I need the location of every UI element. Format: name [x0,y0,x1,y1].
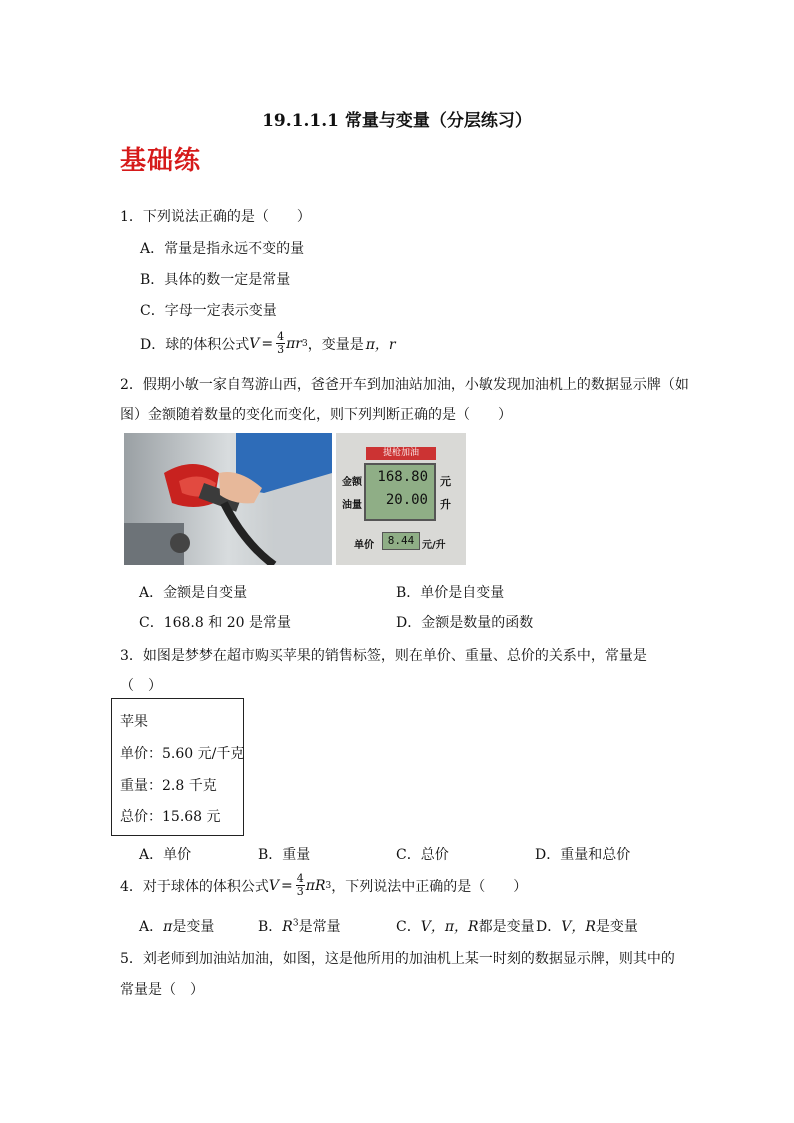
q1-option-a: A．常量是指永远不变的量 [140,241,305,257]
option-text: 是变量 [595,919,638,935]
q1-formula-exponent: 3 [302,338,308,349]
option-text: 都是变量 [478,919,535,935]
amount-label: 金额 [342,477,362,488]
apple-price-label [111,698,244,836]
display-header: 提枪加油 [366,447,436,460]
price-value: 8.44 [382,532,420,550]
q3-stem-line1: 3．如图是梦梦在超市购买苹果的销售标签，则在单价、重量、总价的关系中，常量是 [120,648,647,664]
q1-option-d-suffix: ，变量是 [307,336,364,353]
fuel-display-photo [336,433,466,565]
option-letter: D． [536,919,562,935]
fuel-nozzle-photo [124,433,332,565]
option-variable: V，π，R [420,919,479,935]
q1-option-d-prefix: D．球的体积公式 [140,336,250,353]
q2-stem-line2: 图）金额随着数量的变化而变化，则下列判断正确的是（ ） [120,407,512,423]
q5-stem-line1: 5．刘老师到加油站加油，如图，这是他所用的加油机上某一时刻的数据显示牌，则其中的 [120,951,675,967]
q4-formula-exponent: 3 [325,880,332,891]
price-unit: 元/升 [422,540,446,551]
amount-unit: 元 [440,475,451,488]
fraction-denominator: 3 [296,885,304,898]
q1-option-c: C．字母一定表示变量 [140,303,277,319]
q1-stem: 1．下列说法正确的是（ ） [120,209,311,225]
equals-sign: = [281,877,293,894]
q2-option-c: C．168.8 和 20 是常量 [139,615,291,631]
amount-value: 168.80 [377,469,428,485]
q2-option-d: D．金额是数量的函数 [396,615,534,631]
option-variable: R [282,919,293,935]
option-exponent: 3 [292,918,299,929]
fraction-numerator: 4 [296,872,304,885]
fraction-denominator: 3 [277,343,285,356]
q4-stem [120,873,527,898]
q4-formula-lhs: V [268,877,280,894]
q1-formula-fraction [276,331,285,356]
q3-option-a: A．单价 [139,847,192,863]
q1-option-b: B．具体的数一定是常量 [140,272,291,288]
option-variable: π [163,919,173,935]
fraction-numerator: 4 [277,330,285,343]
label-unit-price: 单价：5.60 元/千克 [120,746,245,762]
q1-formula-lhs: V [249,335,260,352]
section-level-heading: 基础练 [120,146,202,176]
q4-option-b [258,916,341,936]
q4-option-c [396,916,535,936]
option-variable: V，R [561,919,596,935]
q3-option-b: B．重量 [258,847,311,863]
q1-formula-rest: πr [286,335,302,352]
q4-formula-rest: πR [305,877,326,894]
page-title: 19.1.1.1 常量与变量（分层练习） [262,111,532,131]
q4-formula-fraction [296,873,305,898]
option-letter: B． [258,919,283,935]
q2-option-a: A．金额是自变量 [139,585,248,601]
label-weight: 重量：2.8 千克 [120,778,217,794]
q4-stem-prefix: 4．对于球体的体积公式 [120,878,269,895]
option-letter: A． [139,919,164,935]
label-product-name: 苹果 [120,714,148,730]
volume-value: 20.00 [385,492,428,508]
q2-option-b: B．单价是自变量 [396,585,505,601]
q3-option-d: D．重量和总价 [535,847,631,863]
option-text: 是常量 [298,919,341,935]
option-letter: C． [396,919,421,935]
equals-sign: = [261,335,274,352]
q1-option-d-vars: π，r [365,336,396,353]
q3-stem-line2: （ ） [120,678,162,694]
q3-option-c: C．总价 [396,847,449,863]
label-total-price: 总价：15.68 元 [120,809,221,825]
volume-label: 油量 [342,500,362,511]
q1-option-d [140,331,396,356]
q4-option-d [536,916,638,936]
volume-unit: 升 [440,498,451,511]
q4-option-a [139,916,214,936]
q4-stem-suffix: ，下列说法中正确的是（ ） [331,878,528,895]
q5-stem-line2: 常量是（ ） [120,982,204,998]
option-text: 是变量 [172,919,215,935]
price-label: 单价 [354,540,374,551]
q2-stem-line1: 2．假期小敏一家自驾游山西，爸爸开车到加油站加油，小敏发现加油机上的数据显示牌（如 [120,377,689,393]
